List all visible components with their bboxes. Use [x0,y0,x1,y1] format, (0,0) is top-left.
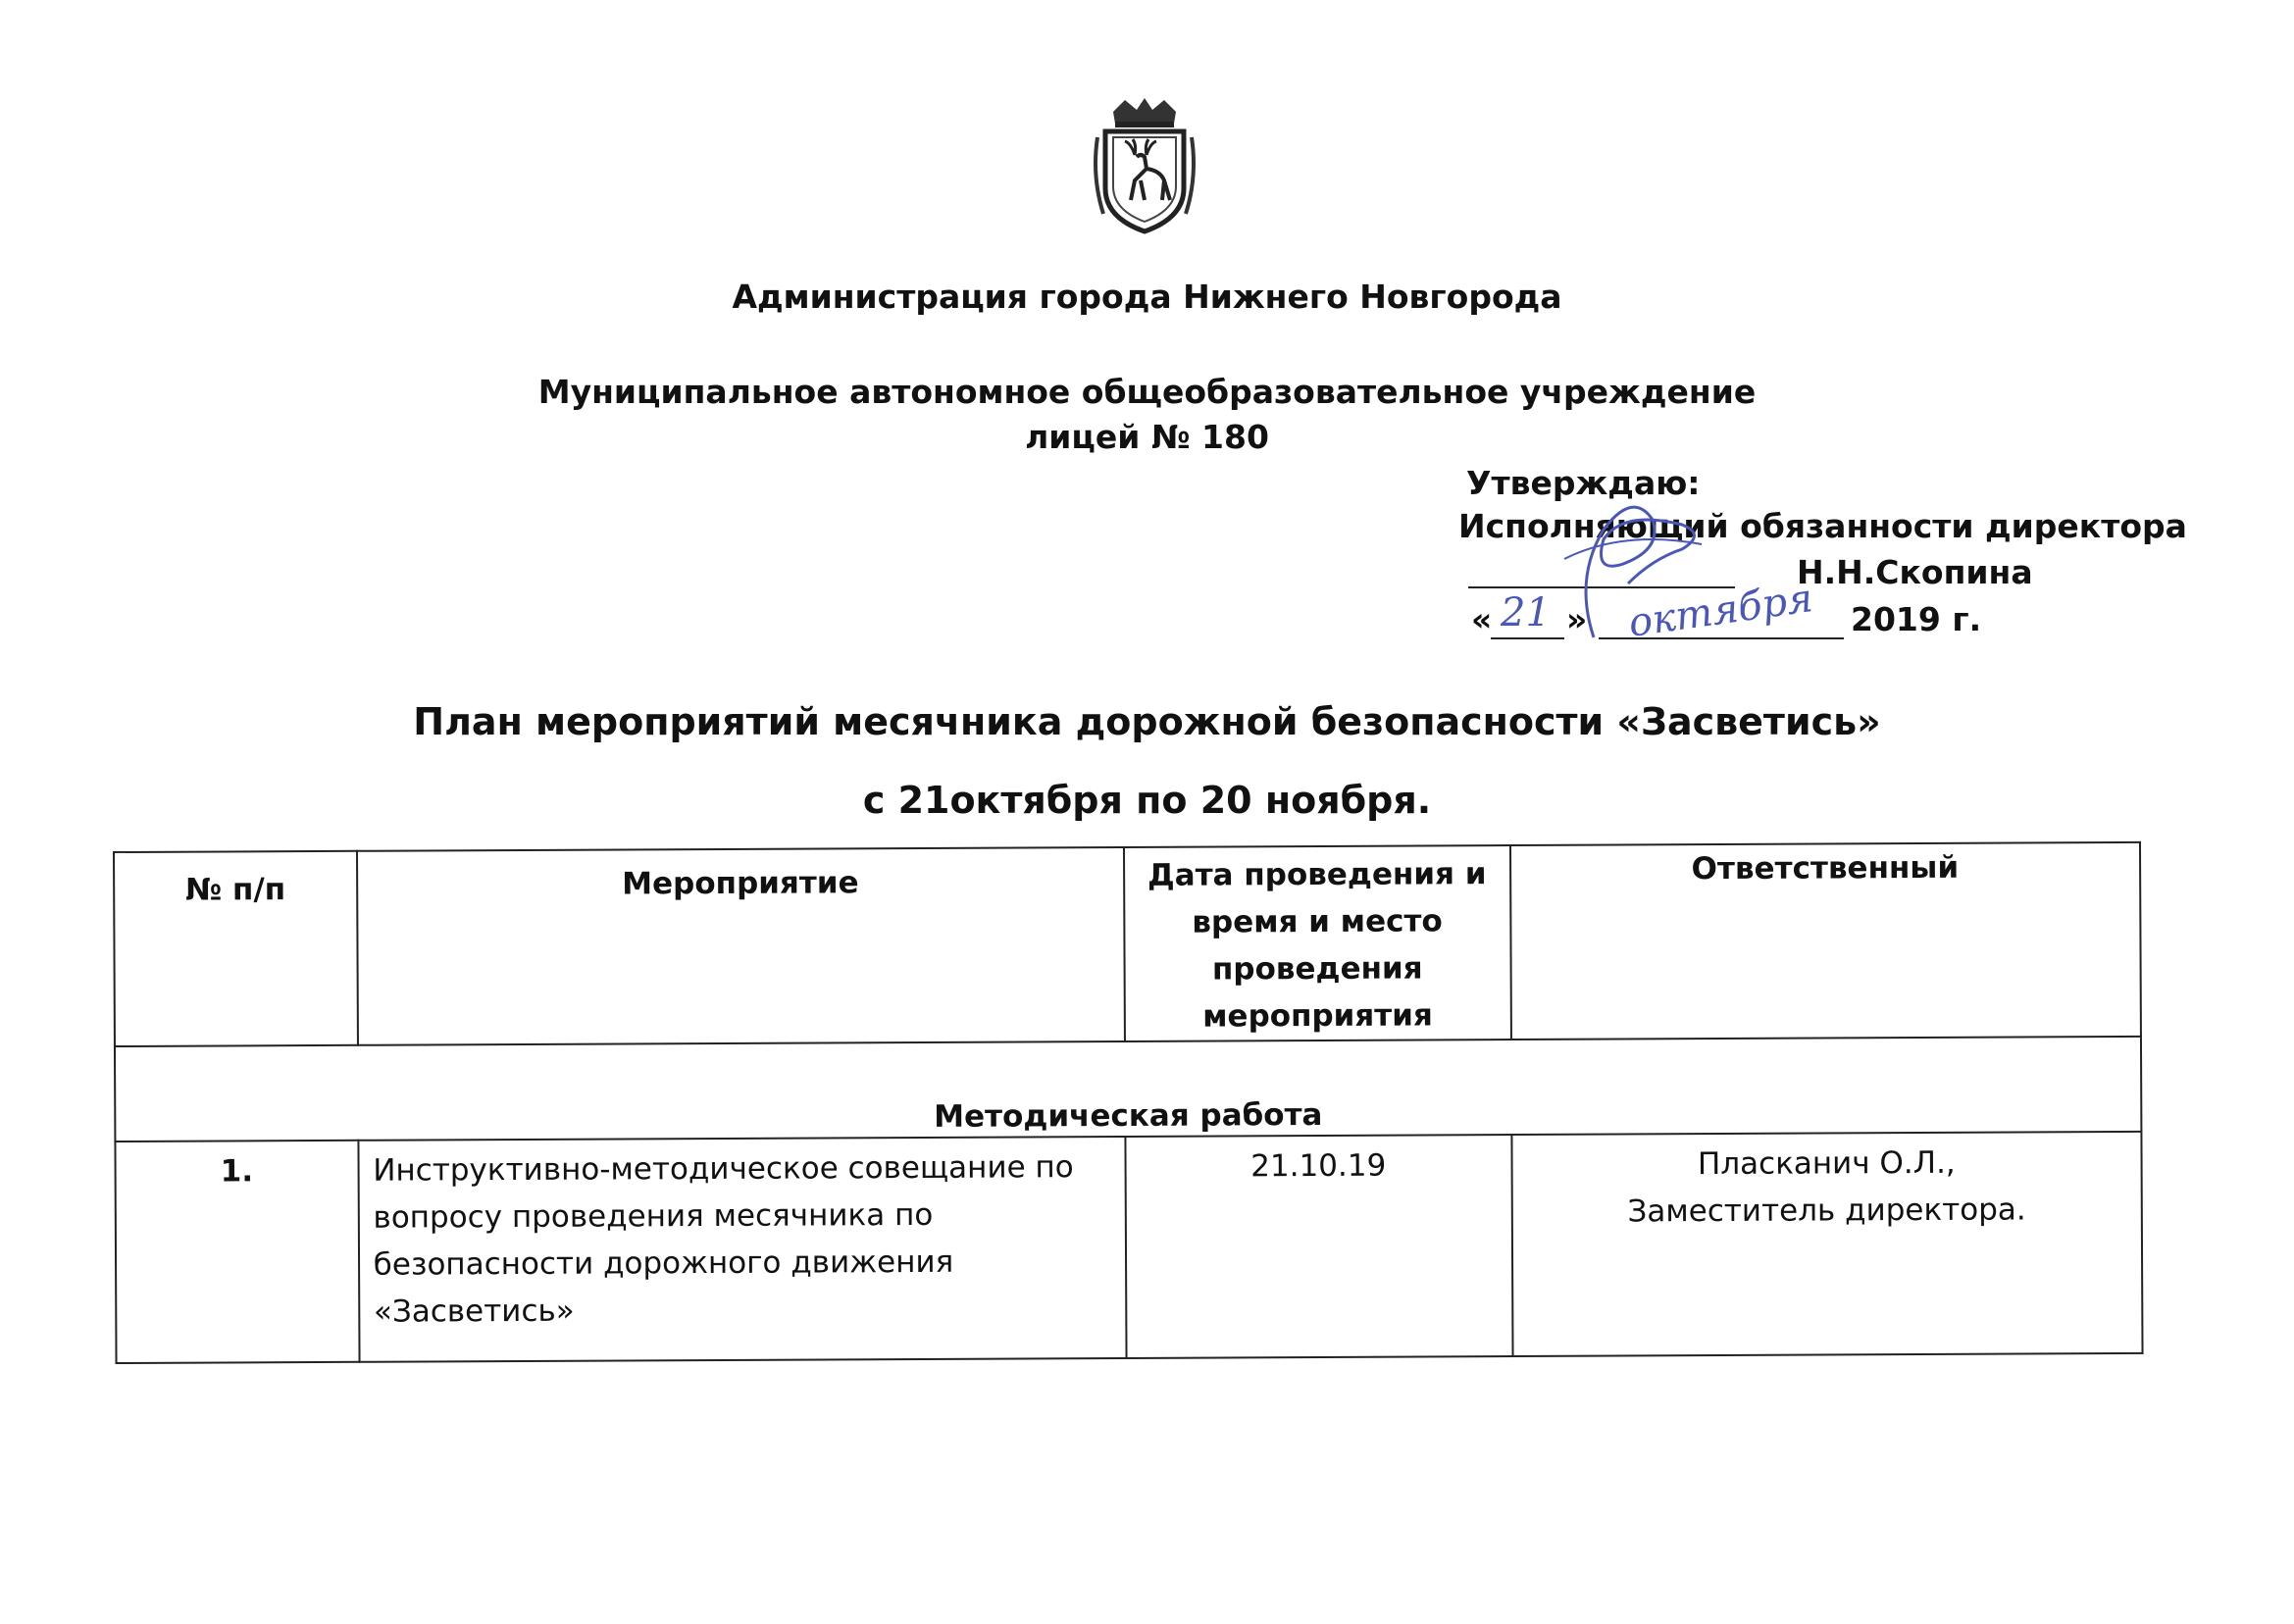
row-responsible [1511,1132,2143,1356]
plan-table [113,841,2144,1364]
approval-month: октября [1625,576,1816,646]
responsible-role: Заместитель директора. [1627,1192,2026,1230]
section-row [115,1037,2141,1142]
coat-of-arms-emblem [1086,98,1203,235]
table-header-row [114,842,2141,1046]
approver-position: Исполняющий обязанности директора [1458,507,2187,545]
table-row [115,1132,2142,1363]
header-event: Мероприятие [357,847,1125,1045]
approval-day: 21 [1501,590,1551,635]
approver-name: Н.Н.Скопина [1797,553,2033,591]
row-event: Инструктивно-методическое совещание по вопросу проведения месячника по безопасности дорожного движения «Засветись» [358,1137,1126,1362]
approve-label: Утверждаю: [1466,464,1701,502]
plan-title: План мероприятий месячника дорожной безопасности «Засветись» [413,700,1881,743]
responsible-name: Пласканич О.Л., [1697,1144,1956,1183]
section-title: Методическая работа [115,1037,2141,1142]
administration-title: Администрация города Нижнего Новгорода [732,278,1562,316]
row-num: 1. [115,1141,359,1363]
date-close-quote: » [1566,600,1588,638]
header-num: № п/п [114,851,358,1046]
day-line [1491,637,1564,639]
institution-number: лицей № 180 [1025,418,1269,456]
row-date: 21.10.19 [1125,1135,1512,1358]
header-date: Дата проведения и время и место проведения мероприятия [1124,845,1511,1041]
plan-period: с 21октября по 20 ноября. [862,779,1432,822]
approval-year: 2019 г. [1851,600,1982,638]
header-responsible: Ответственный [1510,842,2141,1040]
date-open-quote: « [1471,600,1493,638]
signature-scribble [1535,490,1721,666]
institution-name: Муниципальное автономное общеобразовательное учреждение [537,373,1757,411]
